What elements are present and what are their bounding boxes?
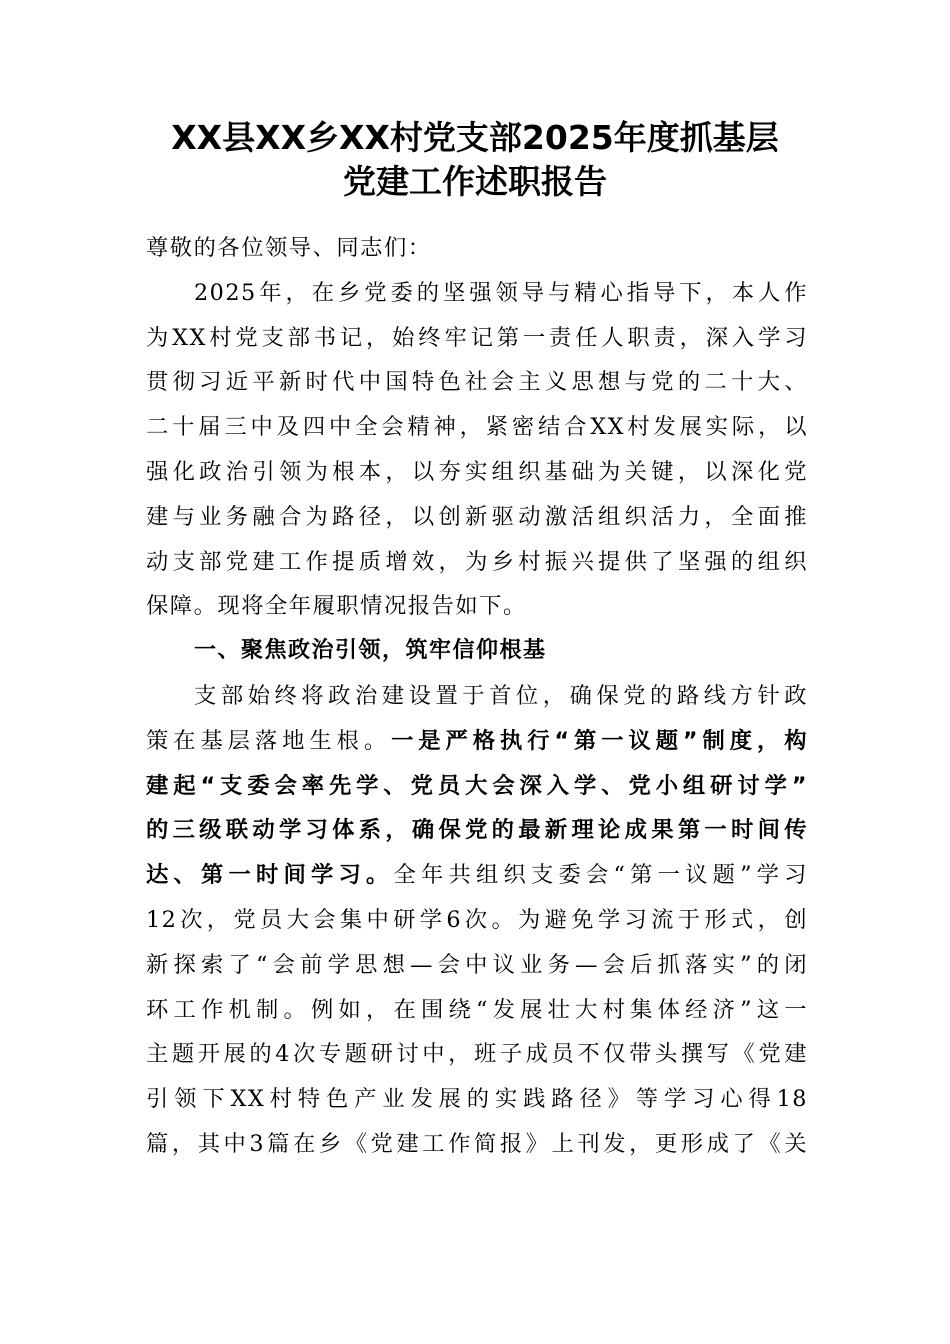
paragraph-2-line-5-normal: 全年共组织支委会“第一议题”学习 [393,862,808,889]
paragraph-1-line-8: 保障。现将全年履职情况报告如下。 [146,593,527,620]
paragraph-2-line-11: 篇，其中3篇在乡《党建工作简报》上刊发，更形成了《关 [146,1130,808,1157]
salutation: 尊敬的各位领导、同志们： [146,235,432,261]
section-1-heading: 一、聚焦政治引领，筑牢信仰根基 [194,638,547,664]
document-title-line-2: 党建工作述职报告 [343,162,607,201]
document-body [146,226,808,1167]
paragraph-1-line-2: 为XX村党支部书记，始终牢记第一责任人职责，深入学习 [146,324,808,351]
paragraph-2-line-9: 主题开展的4次专题研讨中，班子成员不仅带头撰写《党建 [146,1041,808,1068]
paragraph-2-line-4: 的三级联动学习体系，确保党的最新理论成果第一时间传 [146,817,808,844]
paragraph-2-line-1: 支部始终将政治建设置于首位，确保党的路线方针政 [194,682,808,709]
paragraph-1-line-1: 2025年，在乡党委的坚强领导与精心指导下，本人作 [194,279,808,306]
paragraph-1-line-7: 动支部党建工作提质增效，为乡村振兴提供了坚强的组织 [146,548,808,575]
paragraph-1-line-5: 强化政治引领为根本，以夯实组织基础为关键，以深化党 [146,458,808,485]
paragraph-2-line-7: 新探索了“会前学思想—会中议业务—会后抓落实”的闭 [146,951,808,978]
paragraph-1-line-6: 建与业务融合为路径，以创新驱动激活组织活力，全面推 [146,503,808,530]
paragraph-2-line-2 [146,719,808,764]
paragraph-2-line-3: 建起“支委会率先学、党员大会深入学、党小组研讨学” [146,772,808,799]
paragraph-2-line-5 [146,853,808,898]
document-title-line-1: XX县XX乡XX村党支部2025年度抓基层 [171,118,779,157]
paragraph-2-line-10: 引领下XX村特色产业发展的实践路径》等学习心得18 [146,1086,808,1113]
paragraph-1-line-3: 贯彻习近平新时代中国特色社会主义思想与党的二十大、 [146,369,808,396]
paragraph-2-line-5-bold: 达、第一时间学习。 [146,862,394,889]
paragraph-2-line-6: 12次，党员大会集中研学6次。为避免学习流于形式，创 [146,906,808,933]
paragraph-1-line-4: 二十届三中及四中全会精神，紧密结合XX村发展实际，以 [146,414,808,441]
paragraph-2-line-2-bold: 一是严格执行“第一议题”制度，构 [391,727,808,754]
paragraph-2-line-2-normal: 策在基层落地生根。 [146,727,392,754]
paragraph-2-line-8: 环工作机制。例如，在围绕“发展壮大村集体经济”这一 [146,996,808,1023]
